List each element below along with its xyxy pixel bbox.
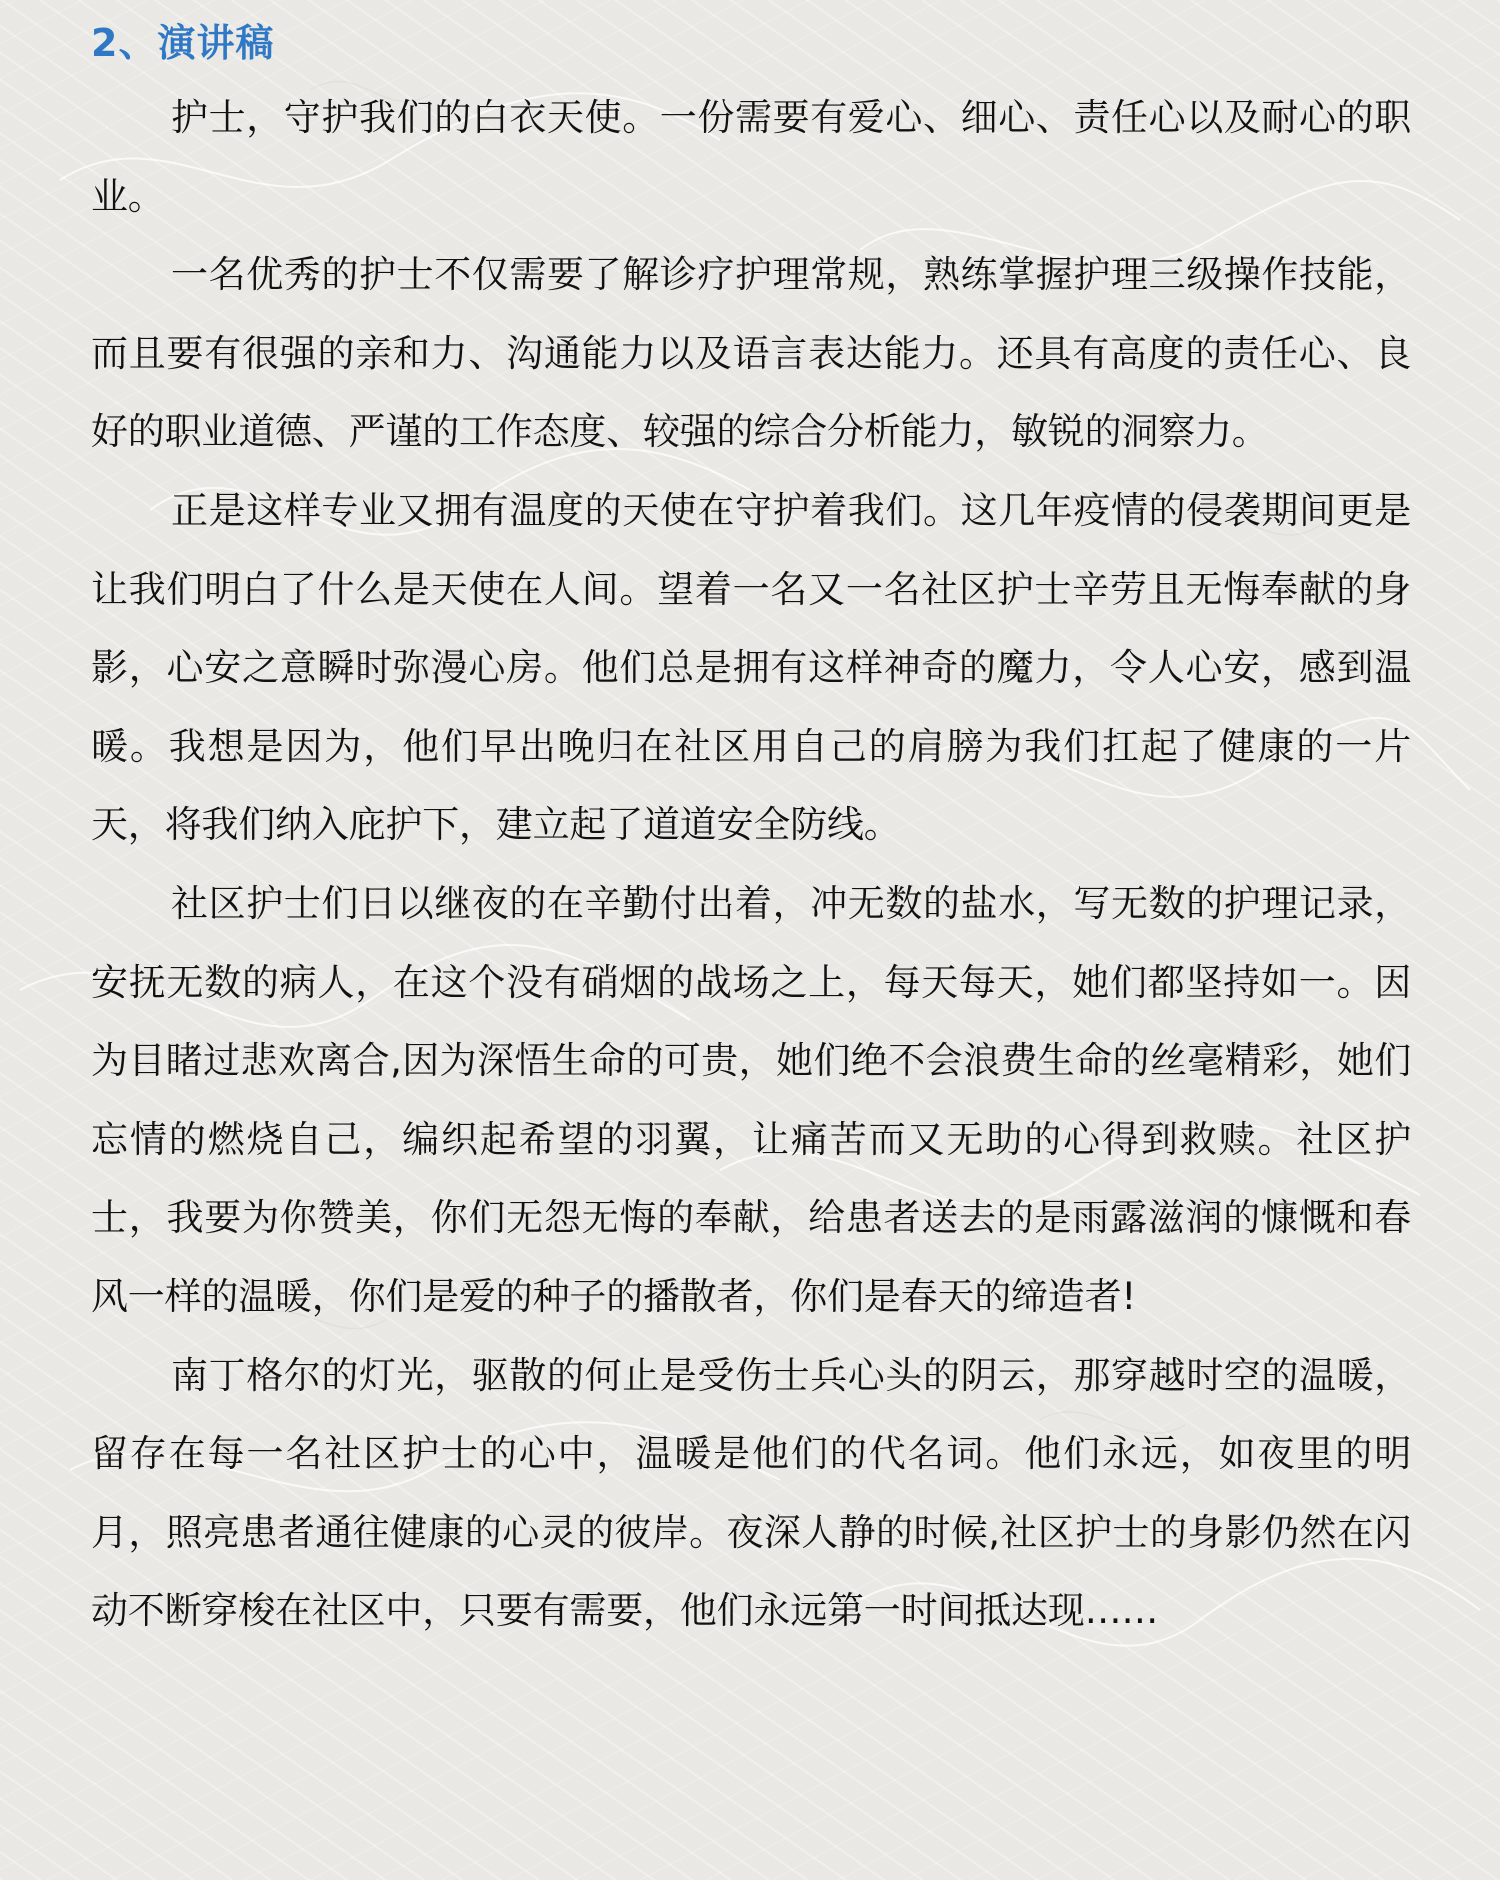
paragraph-nightingale: 南丁格尔的灯光，驱散的何止是受伤士兵心头的阴云，那穿越时空的温暖，留存在每一名社区护士的心中，温暖是他们的代名词。他们永远，如夜里的明月，照亮患者通往健康的心灵的彼岸。夜深人静的时候,社区护士的身影仍然在闪动不断穿梭在社区中，只要有需要，他们永远第一时间抵达现……	[91, 1353, 1411, 1633]
paragraph-angels-protection: 正是这样专业又拥有温度的天使在守护着我们。这几年疫情的侵袭期间更是让我们明白了什么是天使在人间。望着一名又一名社区护士辛劳且无悔奉献的身影，心安之意瞬时弥漫心房。他们总是拥有这样神奇的魔力，令人心安，感到温暖。我想是因为，他们早出晚归在社区用自己的肩膀为我们扛起了健康的一片天，将我们纳入庇护下，建立起了道道安全防线。	[91, 488, 1411, 847]
section-heading: 2、演讲稿	[91, 21, 275, 65]
paragraph-intro: 护士，守护我们的白衣天使。一份需要有爱心、细心、责任心以及耐心的职业。	[91, 96, 1411, 218]
paragraph-nurse-qualities: 一名优秀的护士不仅需要了解诊疗护理常规，熟练掌握护理三级操作技能，而且要有很强的亲和力、沟通能力以及语言表达能力。还具有高度的责任心、良好的职业道德、严谨的工作态度、较强的综合分析能力，敏锐的洞察力。	[91, 253, 1411, 454]
paragraph-community-dedication: 社区护士们日以继夜的在辛勤付出着，冲无数的盐水，写无数的护理记录，安抚无数的病人，在这个没有硝烟的战场之上，每天每天，她们都坚持如一。因为目睹过悲欢离合,因为深悟生命的可贵，她们绝不会浪费生命的丝毫精彩，她们忘情的燃烧自己，编织起希望的羽翼，让痛苦而又无助的心得到救赎。社区护士，我要为你赞美，你们无怨无悔的奉献，给患者送去的是雨露滋润的慷慨和春风一样的温暖，你们是爱的种子的播散者，你们是春天的缔造者!	[91, 881, 1411, 1318]
speech-document	[91, 14, 1411, 1651]
